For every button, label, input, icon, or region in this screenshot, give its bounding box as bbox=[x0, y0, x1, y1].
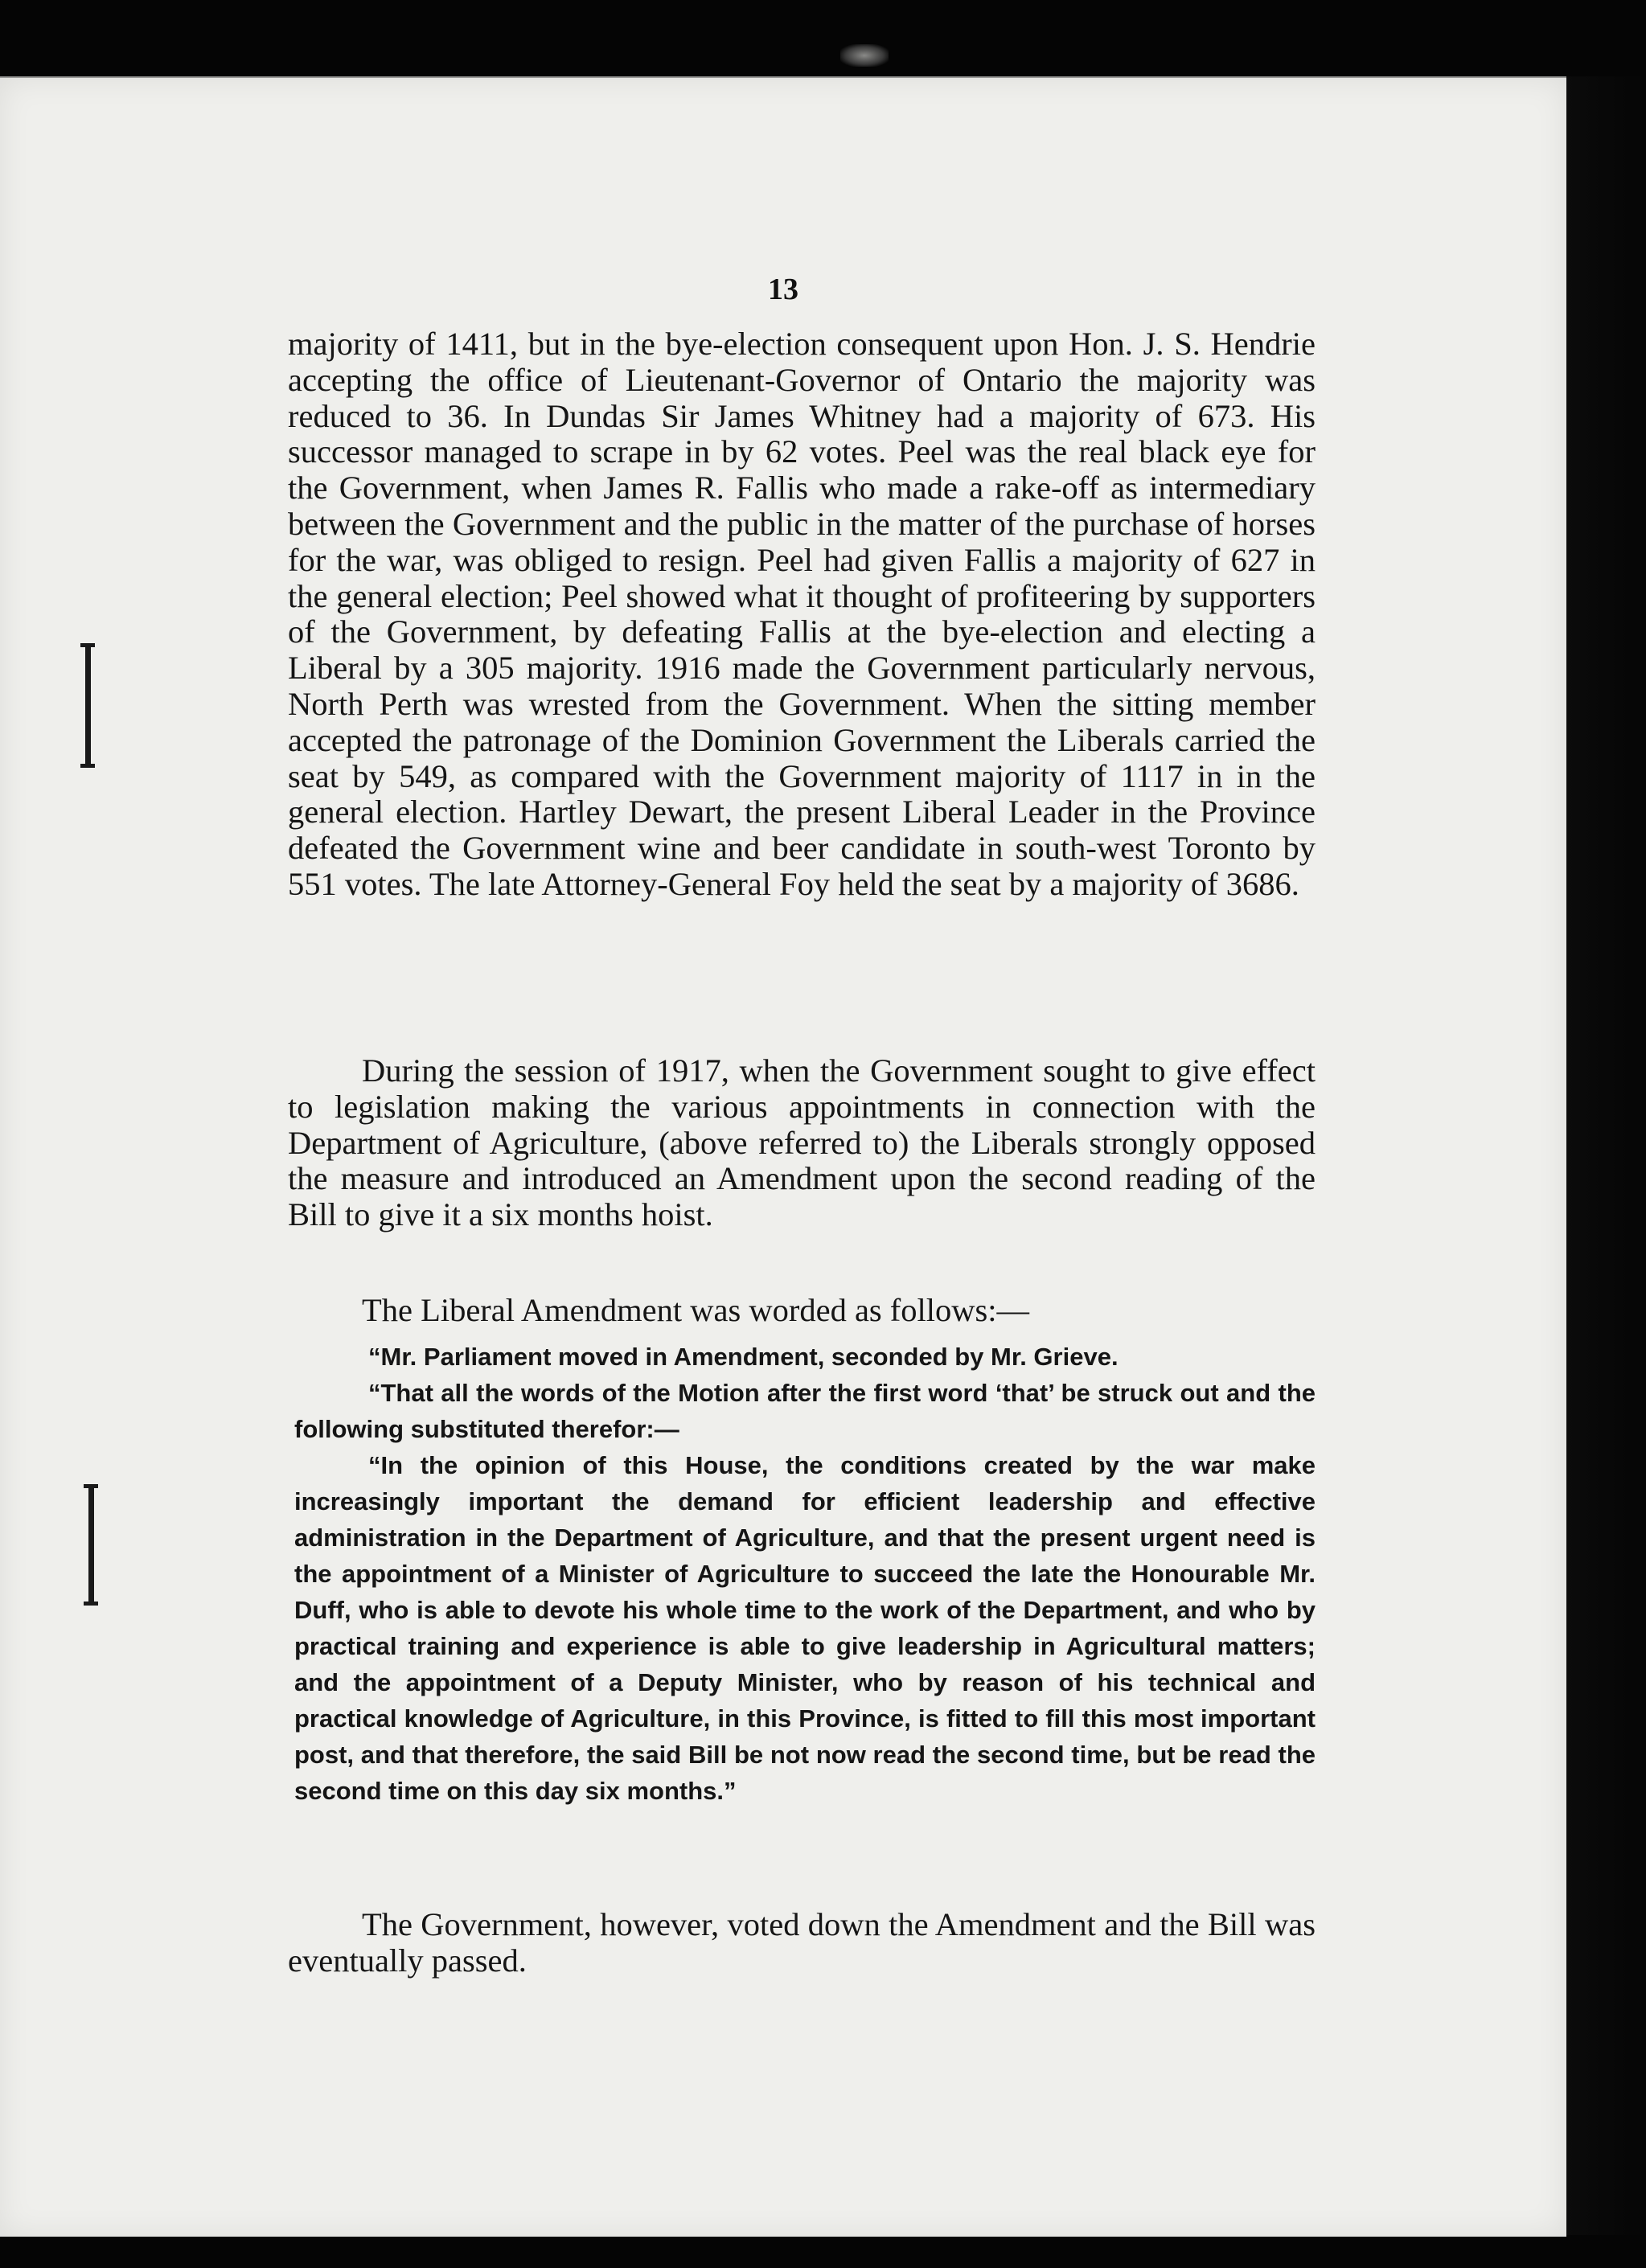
margin-tick bbox=[80, 764, 95, 768]
body-text bbox=[288, 326, 1316, 903]
scan-border bbox=[1566, 76, 1646, 2235]
body-text-closing bbox=[288, 1907, 1316, 1979]
quote-line-motion: “Mr. Parliament moved in Amendment, seconded by Mr. Grieve. bbox=[368, 1343, 1119, 1371]
quote-line-opinion: “In the opinion of this House, the conditions created by the war make increasingly important the demand for efficient leadership and effective administration in the Department of Agriculture, and that the present urgent need is the appointment of a Minister of Agriculture to succeed the late the Honourable Mr. Duff, who is able to devote his whole time to the work of the Department, and who by practical training and experience is able to give leadership in Agricultural matters; and the appointment of a Deputy Minister, who by reason of his technical and practical knowledge of Agriculture, in this Province, is fitted to fill this most important post, and that therefore, the said Bill be not now read the second time, but be read the second time on this day six months.” bbox=[294, 1451, 1316, 1805]
margin-tick bbox=[84, 1484, 98, 1488]
body-text-intro bbox=[288, 1293, 1316, 1329]
paragraph-session-1917: During the session of 1917, when the Government sought to give effect to legislation making the various appointments in connection with the Department of Agriculture, (above referred to) the Liberals strongly opposed the measure and introduced an Amendment upon the second reading of the Bill to give it a six months hoist. bbox=[288, 1052, 1316, 1233]
scan-speck bbox=[840, 44, 889, 67]
margin-tick bbox=[80, 643, 95, 647]
amendment-quote bbox=[294, 1339, 1316, 1809]
margin-mark-lower bbox=[88, 1487, 94, 1604]
body-text-session bbox=[288, 1053, 1316, 1233]
quote-line-words: “That all the words of the Motion after the first word ‘that’ be struck out and the following substituted therefor:— bbox=[294, 1379, 1316, 1443]
paragraph-amendment-intro: The Liberal Amendment was worded as follows:— bbox=[362, 1292, 1030, 1328]
paragraph-closing: The Government, however, voted down the Amendment and the Bill was eventually passed. bbox=[288, 1906, 1316, 1979]
paragraph-election-results: majority of 1411, but in the bye-election consequent upon Hon. J. S. Hendrie accepting the office of Lieutenant-Governor of Ontario the majority was reduced to 36. In Dundas Sir James Whitney had a majority of 673. His successor managed to scrape in by 62 votes. Peel was the real black eye for the Government, when James R. Fallis who made a rake-off as intermediary between the Government and the public in the matter of the purchase of horses for the war, was obliged to resign. Peel had given Fallis a majority of 627 in the general election; Peel showed what it thought of profiteering by supporters of the Government, by defeating Fallis at the bye-election and electing a Liberal by a 305 majority. 1916 made the Government particularly nervous, North Perth was wrested from the Government. When the sitting member accepted the patronage of the Dominion Government the Liberals carried the seat by 549, as compared with the Government majority of 1117 in in the general election. Hartley Dewart, the present Liberal Leader in the Province defeated the Government wine and beer candidate in south-west Toronto by 551 votes. The late Attorney-General Foy held the seat by a majority of 3686. bbox=[288, 326, 1316, 902]
page-number: 13 bbox=[768, 273, 798, 306]
margin-mark-upper bbox=[85, 647, 91, 766]
margin-tick bbox=[84, 1602, 98, 1606]
